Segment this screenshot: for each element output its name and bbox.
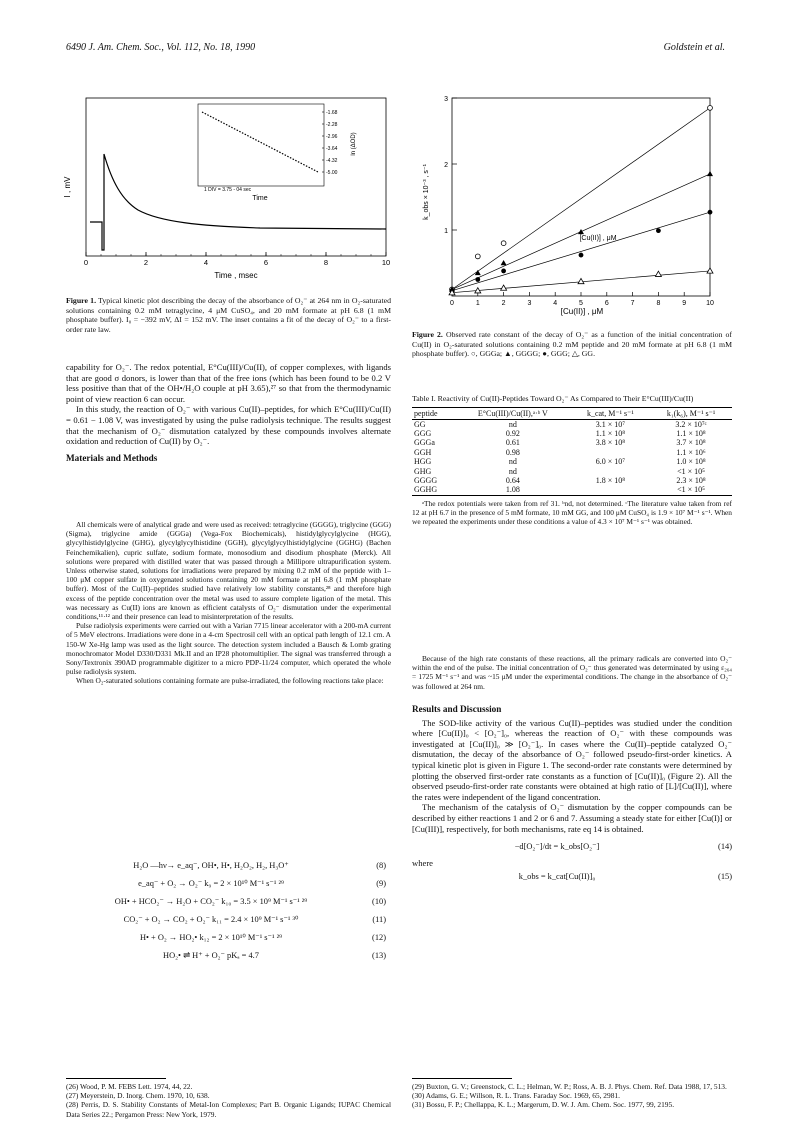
figure-1-plot — [60, 92, 390, 282]
fig2-point-GGGa — [708, 106, 713, 111]
table-cell — [571, 467, 650, 476]
fig1-xtick-label: 0 — [83, 258, 89, 267]
methods-para-3: When O₂-saturated solutions containing formate are pulse-irradiated, the following reactions take place: — [76, 676, 384, 686]
fig2-xtick-label: 5 — [579, 300, 583, 307]
table-1 — [412, 394, 732, 526]
references-right — [412, 1082, 732, 1110]
fig1-ylabel: I , mV — [63, 176, 72, 198]
fig1-xtick-label: 10 — [381, 258, 390, 267]
equation-expr: HO₂• ⇌ H⁺ + O₂⁻ pKₐ = 4.7 — [163, 951, 259, 960]
equation-row — [66, 892, 386, 910]
fig1-inset-ylabel: ln (ΔOD) — [351, 132, 357, 156]
eq15-number: (15) — [718, 872, 732, 882]
fig2-xtick-label: 2 — [501, 300, 506, 307]
fig2-xlabel: [Cu(II)] , μM — [560, 307, 604, 316]
methods-para-2: Pulse radiolysis experiments were carried out with a Varian 7715 linear accelerator with a 200-mA current of 5 MeV electrons. Irradiations were done in a 4-cm Spectrosil cell with an optical path length of 12.1 cm. A 150-W Xe-Hg lamp was used as the light source. The detection system included a Bausch & Lomb grating monochromator Model D330/D331 Mk.II and an IP28 photomultiplier. The signal was transferred through a Sony/Textronix 390AD programmable digitizer to a micro PDP-11/24 computer, which operated the whole pulse radiolysis system. — [66, 621, 391, 677]
table-cell: 0.61 — [505, 438, 520, 448]
table-row — [412, 429, 732, 438]
fig2-point-GGGG — [578, 229, 584, 234]
footnote-rule-left — [66, 1078, 166, 1079]
table-cell: 3.7 × 10⁸ — [676, 438, 706, 448]
equation-number: (13) — [372, 950, 386, 960]
fig1-inset-note: 1 DIV = 3.75 - 04 sec — [204, 187, 252, 193]
fig2-point-GGGa — [475, 254, 480, 259]
running-header-right: Goldstein et al. — [663, 42, 725, 53]
fig2-xtick-label: 7 — [630, 300, 635, 307]
ref-28: (28) Perris, D. S. Stability Constants of Metal-Ion Complexes; Part B. Organic Ligands; IUPAC Chemical Data Series 22.; Pergamon Press: New York, 1979. — [66, 1100, 391, 1119]
equation-row — [66, 874, 386, 892]
fig1-xlabel: Time , msec — [214, 271, 258, 280]
equation-number: (10) — [372, 896, 386, 906]
eq14-number: (14) — [718, 841, 732, 851]
fig2-ytick-label: 3 — [444, 96, 448, 103]
table-1-footnote: ᵃThe redox potentials were taken from ref 31. ᵇnd, not determined. ᶜThe literature value taken from ref 12 at pH 6.7 in the presence of 5 mM formate, 10 mM GG, and 100 μM CuSO₄ is 1.9 × 10⁷ M⁻¹ s⁻¹. When we repeated the experiments under these conditions a value of 4.3 × 10⁷ M⁻¹ s⁻¹ was obtained. — [412, 498, 732, 527]
table-header-cell: k₁(k₆), M⁻¹ s⁻¹ — [650, 407, 732, 419]
fig1-inset-xlabel: Time — [252, 195, 268, 202]
fig2-ylabel: k_obs × 10⁻³ , s⁻¹ — [423, 164, 430, 220]
table-cell: GHG — [414, 466, 432, 476]
right-para-1: Because of the high rate constants of these reactions, all the primary radicals are converted into O₂⁻ within the end of the pulse. The initial concentration of O₂⁻ thus generated was determinated by using ε₂₆₄ = 1725 M⁻¹ s⁻¹ and was ~15 μM under the experimental conditions. The change in the absorbance of O₂⁻ was followed at 264 nm. — [412, 654, 732, 691]
figure-1-caption — [66, 296, 391, 334]
results-heading: Results and Discussion — [412, 704, 502, 714]
figure-2 — [412, 92, 732, 318]
ref-31: (31) Bossu, F. P.; Chellappa, K. L.; Margerum, D. W. J. Am. Chem. Soc. 1977, 99, 2195. — [412, 1100, 675, 1110]
table-row — [412, 419, 732, 429]
ref-26: (26) Wood, P. M. FEBS Lett. 1974, 44, 22. — [66, 1082, 193, 1091]
fig1-inset-frame — [198, 104, 324, 186]
fig2-xtick-label: 1 — [475, 300, 480, 307]
equation-row — [66, 946, 386, 964]
right-column-results — [412, 704, 732, 887]
fig1-inset-ytick-label: -4.32 — [326, 158, 338, 164]
fig2-point-GG — [578, 278, 584, 283]
fig2-xtick-label: 0 — [450, 300, 454, 307]
table-cell: <1 × 10⁵ — [677, 466, 705, 476]
table-cell: GGGa — [414, 438, 435, 448]
equation-expr: CO₂⁻ + O₂ → CO₂ + O₂⁻ k₁₁ = 2.4 × 10⁹ M⁻¹ s⁻¹ ³⁰ — [123, 915, 299, 924]
left-column-intro — [66, 362, 391, 465]
eq14-expr: −d[O₂⁻]/dt = k_obs[O₂⁻] — [514, 841, 600, 851]
left-column-methods — [66, 520, 391, 686]
ref-30: (30) Adams, G. E.; Willson, R. L. Trans. Faraday Soc. 1969, 65, 2981. — [412, 1091, 620, 1101]
table-row — [412, 485, 732, 495]
table-row — [412, 467, 732, 476]
eq15-expr: k_obs = k_cat[Cu(II)]₀ — [518, 872, 596, 882]
methods-heading: Materials and Methods — [66, 452, 158, 463]
fig1-caption-label: Figure 1. — [66, 296, 97, 305]
fig1-inset-ytick-label: -2.96 — [326, 134, 338, 140]
table-row — [412, 457, 732, 466]
equation-number: (11) — [372, 914, 386, 924]
table-cell: 0.92 — [505, 429, 520, 438]
table-row — [412, 438, 732, 447]
table-cell: 1.1 × 10⁶ — [676, 447, 706, 457]
fig2-point-GGG — [579, 253, 584, 258]
table-cell: GGGG — [414, 476, 438, 486]
table-cell: GG — [414, 419, 426, 429]
fig2-frame — [452, 98, 710, 296]
table-cell: nd — [508, 457, 517, 467]
table-cell: 6.0 × 10⁷ — [595, 457, 625, 467]
table-cell: 1.08 — [455, 485, 571, 495]
table-row — [412, 476, 732, 485]
fig2-point-GGG — [708, 210, 713, 215]
fig2-point-GGG — [475, 277, 480, 282]
fig2-point-GGG — [656, 228, 661, 233]
running-header-left: 6490 J. Am. Chem. Soc., Vol. 112, No. 18, 1990 — [66, 42, 256, 53]
table-cell: 3.1 × 10⁷ — [595, 419, 625, 429]
fig2-caption-label: Figure 2. — [412, 330, 443, 339]
table-cell: GGG — [414, 429, 432, 438]
figure-1 — [60, 92, 390, 282]
equation-expr: OH• + HCO₂⁻ → H₂O + CO₂⁻ k₁₀ = 3.5 × 10⁹ M⁻¹ s⁻¹ ²⁹ — [114, 897, 308, 906]
equation-number: (9) — [376, 878, 386, 888]
references-left — [66, 1082, 391, 1119]
equation-15 — [412, 869, 732, 887]
equations-block — [66, 856, 386, 964]
results-para-2: The mechanism of the catalysis of O₂⁻ dismutation by the copper compounds can be described by either reactions 1 and 2 or 6 and 7. Assuming a steady state for either [Cu(I)] or [Cu(III)], respectively, for both mechanisms, rate eq 14 is obtained. — [412, 802, 732, 834]
equation-row — [66, 910, 386, 928]
table-cell: GGH — [414, 447, 432, 457]
figure-2-caption — [412, 330, 732, 359]
left-para-1: capability for O₂⁻. The redox potential, E°Cu(III)/Cu(II), of copper complexes, with ligands that are good σ donors, is lower than that of the free ions (which has been found to be 0.2 V less positive than that of the OH•/H₂O couple at pH 3.65),²⁷ so that from the thermodynamic point of view reaction 6 can occur. — [66, 362, 391, 404]
table-cell: 1.1 × 10⁸ — [676, 429, 706, 438]
table-cell — [571, 485, 650, 495]
fig2-caption-text: Observed rate constant of the decay of O₂⁻ as a function of the initial concentration of Cu(II) in O₂-saturated solutions containing 0.2 mM peptide and 20 mM formate at pH 6.8 (1 mM phosphate buffer). ○, GGGa; ▲, GGGG; ●, GGG; △, GG. — [412, 330, 732, 359]
fig2-point-GGG — [501, 269, 506, 274]
ref-27: (27) Meyerstein, D. Inorg. Chem. 1970, 10, 638. — [66, 1091, 210, 1101]
fig1-inset-ytick-label: -5.00 — [326, 170, 338, 176]
fig1-xtick-label: 2 — [143, 258, 149, 267]
table-cell: 2.3 × 10⁸ — [676, 476, 706, 486]
fig2-point-GG — [707, 268, 713, 273]
table-cell: 0.64 — [505, 476, 520, 486]
table-cell: 1.1 × 10⁸ — [595, 429, 625, 438]
table-cell: nd — [508, 466, 517, 476]
ref-29: (29) Buxton, G. V.; Greenstock, C. L.; Helman, W. P.; Ross, A. B. J. Phys. Chem. Ref. Data 1988, 17, 513. — [412, 1082, 727, 1091]
fig2-marks — [449, 106, 713, 295]
fig2-xtick-label: 4 — [553, 300, 558, 307]
fig2-point-GG — [501, 285, 507, 290]
fig1-inset-ytick-label: -2.28 — [326, 122, 338, 128]
fig2-series-line-GGGa — [452, 108, 710, 290]
fig2-xtick-label: 8 — [656, 300, 661, 307]
results-para-1: The SOD-like activity of the various Cu(II)–peptides was studied under the condition where [Cu(II)]₀ < [O₂⁻]₀, whereas the reaction of O₂⁻ with these compounds was investigated at [Cu(II)]₀ ≫ [O₂⁻]₀. In cases where the Cu(II)–peptide catalyzed O₂⁻ dismutation, the decay of the absorbance of O₂⁻ followed pseudo-first-order kinetics. A typical kinetic plot is given in Figure 1. The second-order rate constants were determined by plotting the observed first-order rate constants as a function of [Cu(II)]₀ (Figure 2). All the observed pseudo-first-order rate constants were obtained at high ratio of [L]/[Cu(II)], where the rates were independent of the ligand concentration. — [412, 717, 732, 802]
fig2-point-GGGG — [501, 260, 507, 265]
table-header-cell: k_cat, M⁻¹ s⁻¹ — [571, 407, 650, 419]
fig1-xtick-label: 8 — [323, 258, 329, 267]
table-cell — [571, 448, 650, 457]
fig1-caption-text: Typical kinetic plot describing the decay of the absorbance of O₂⁻ at 264 nm in O₂-saturated solutions containing 0.2 mM tetraglycine, 4 μM CuSO₄, and 20 mM formate at pH 6.8 (1 mM phosphate buffer). I₀ = −392 mV, ΔI = 152 mV. The inset contains a fit of the decay of O₂⁻ to a first-order rate law. — [66, 296, 391, 334]
fig2-point-GG — [655, 271, 661, 276]
table-1-title: Table I. Reactivity of Cu(II)-Peptides Toward O₂⁻ As Compared to Their E°Cu(III)/Cu(II) — [412, 394, 694, 403]
table-cell: GGHG — [412, 485, 455, 495]
methods-para-1: All chemicals were of analytical grade and were used as received: tetraglycine (GGGG), triglycine (GGG) (Sigma), triglycine amide (GGGa) (Vega-Fox Biochemicals), histidylglycylglycine (HGG), glycylhistidylglycine (GHG), glycylglycylhistidine (GGH), glycylglycylhistidylglycine (GGHG) (Bachen Feinchemikalien), cupric sulfate, sodium formate, monosodium and disodium phosphate (Merck). All solutions were prepared with distilled water that was passed through a Millipore ultrapurification system. Unless otherwise stated, solutions for irradiations were prepared by mixing 0.2 mM of the peptide with 1–100 μM copper sulfate in oxygenated solutions containing 20 mM formate at pH 6.8 (1 mM phosphate buffer). Most of the Cu(II)–peptides studied have relatively low stability constants,²⁸ and therefore high excess of the peptide concentration over the metal was used to assure complete ligation of the metal. This was necessary as Cu(II) ions are known as efficient catalysts of O₂⁻ dismutation under the experimental conditions,¹¹·¹² and their presence can lead to misinterpretation of the results. — [66, 520, 391, 622]
table-cell: HGG — [414, 457, 432, 467]
figure-2-plot — [412, 92, 732, 318]
table-cell: 1.0 × 10⁸ — [676, 457, 706, 467]
fig2-xtick-label: 6 — [604, 300, 609, 307]
table-header-cell: E°Cu(III)/Cu(II),ᵃ·ᵇ V — [455, 407, 571, 419]
fig2-ytick-label: 1 — [444, 228, 448, 235]
left-para-2: In this study, the reaction of O₂⁻ with various Cu(II)–peptides, for which E°Cu(III)/Cu(II) = 0.61 − 1.08 V, was investigated by using the pulse radiolysis technique. The results suggest that the mechanism of O₂⁻ dismutation catalyzed by these compounds involves alternate oxidation and reduction of Cu(II) by O₂⁻. — [66, 404, 391, 447]
table-cell: 1.8 × 10⁸ — [595, 476, 625, 486]
fig2-ticks — [444, 96, 714, 307]
where-word: where — [412, 858, 433, 869]
fig1-inset-ytick-label: -1.68 — [326, 110, 338, 116]
fig2-inset-label: [Cu(II)] , μM — [579, 235, 617, 242]
fig1-inset-yticks — [322, 110, 338, 176]
footnote-rule-right — [412, 1078, 512, 1079]
fig1-xtick-label: 4 — [203, 258, 209, 267]
fig2-point-GGGa — [501, 241, 506, 246]
equation-row — [66, 856, 386, 874]
fig2-xtick-label: 9 — [682, 300, 687, 307]
equation-expr: e_aq⁻ + O₂ → O₂⁻ k₉ = 2 × 10¹⁰ M⁻¹ s⁻¹ ²⁹ — [138, 879, 284, 888]
table-row — [412, 448, 732, 457]
right-column-method-end — [412, 654, 732, 691]
equation-expr: H• + O₂ → HO₂• k₁₂ = 2 × 10¹⁰ M⁻¹ s⁻¹ ²⁹ — [139, 933, 283, 942]
equation-14 — [412, 838, 732, 856]
table-cell: <1 × 10⁵ — [650, 485, 732, 495]
equation-expr: H₂O —hν→ e_aq⁻, OH•, H•, H₂O₂, H₂, H₃O⁺ — [133, 861, 289, 870]
fig1-xtick-label: 6 — [263, 258, 269, 267]
equation-number: (12) — [372, 932, 386, 942]
equation-row — [66, 928, 386, 946]
table-header-cell: peptide — [412, 407, 455, 419]
fig2-xtick-label: 10 — [706, 300, 714, 307]
table-cell: nd — [508, 419, 517, 429]
fig1-inset-ytick-label: -3.64 — [326, 146, 338, 152]
fig2-xtick-label: 3 — [527, 300, 532, 307]
table-cell: 3.8 × 10⁸ — [595, 438, 625, 448]
fig2-ytick-label: 2 — [444, 162, 448, 169]
table-cell: 0.98 — [505, 447, 520, 457]
fig1-xticks — [84, 252, 390, 267]
table-1-grid — [412, 407, 732, 496]
fig2-point-GGGG — [707, 171, 713, 176]
equation-number: (8) — [376, 860, 386, 870]
table-cell: 3.2 × 10⁷ᶜ — [675, 419, 707, 429]
